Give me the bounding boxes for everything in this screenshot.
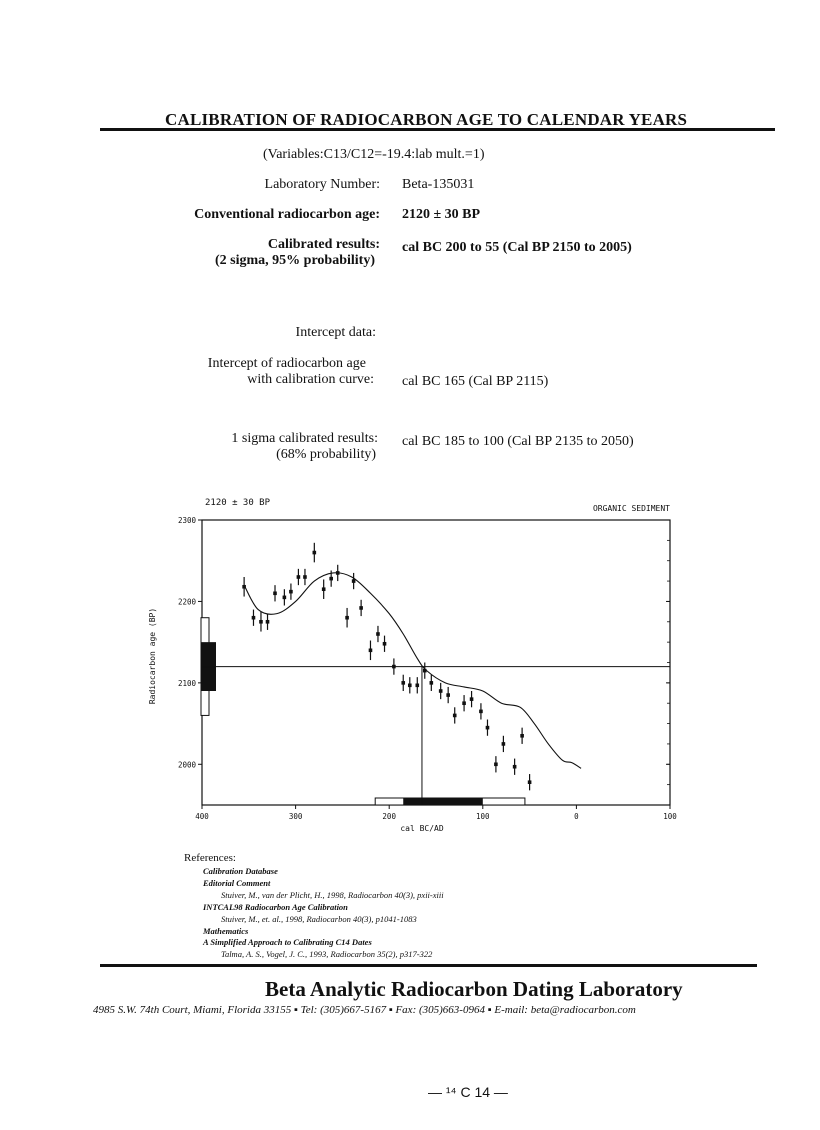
calibrated-results-value: cal BC 200 to 55 (Cal BP 2150 to 2005) bbox=[402, 240, 632, 255]
references-heading: References: bbox=[184, 852, 236, 864]
data-point bbox=[401, 681, 405, 685]
data-point bbox=[408, 684, 412, 688]
intercept-value: cal BC 165 (Cal BP 2115) bbox=[402, 374, 549, 389]
data-point bbox=[470, 697, 474, 701]
x-tick-label: 100 bbox=[476, 812, 490, 821]
reference-heading: A Simplified Approach to Calibrating C14 Dates bbox=[203, 937, 372, 948]
data-point bbox=[252, 616, 256, 620]
sigma1-label: 1 sigma calibrated results: bbox=[231, 431, 378, 446]
data-point bbox=[439, 689, 443, 693]
data-point bbox=[273, 591, 277, 595]
data-point bbox=[259, 620, 263, 624]
data-point bbox=[430, 681, 434, 685]
reference-heading: INTCAL98 Radiocarbon Age Calibration bbox=[203, 901, 348, 912]
data-point bbox=[513, 765, 517, 769]
data-point bbox=[376, 632, 380, 636]
data-point bbox=[423, 669, 427, 673]
intercept-label-line2: with calibration curve: bbox=[247, 372, 374, 387]
data-point bbox=[322, 587, 326, 591]
data-point bbox=[242, 585, 246, 589]
y-tick-label: 2300 bbox=[177, 516, 196, 525]
variables-line: (Variables:C13/C12=-19.4:lab mult.=1) bbox=[263, 147, 485, 162]
y-tick-label: 2100 bbox=[177, 678, 196, 688]
data-point bbox=[336, 571, 340, 575]
reference-citation: Stuiver, M., et. al., 1998, Radiocarbon 40(3), p1041-1083 bbox=[221, 913, 417, 924]
lab-number-label: Laboratory Number: bbox=[264, 177, 380, 192]
reference-heading: Editorial Comment bbox=[203, 877, 271, 888]
data-point bbox=[479, 710, 483, 714]
data-point bbox=[502, 742, 506, 746]
x-tick-label: 400 bbox=[195, 812, 209, 821]
lab-address: 4985 S.W. 74th Court, Miami, Florida 33155 ▪ Tel: (305)667-5167 ▪ Fax: (305)663-0964 ▪ E-mail: beta@radiocarbon.com bbox=[93, 1004, 636, 1016]
data-point bbox=[359, 606, 363, 610]
data-point bbox=[453, 714, 457, 718]
data-point bbox=[313, 551, 317, 555]
sigma1-value: cal BC 185 to 100 (Cal BP 2135 to 2050) bbox=[402, 434, 634, 449]
data-point bbox=[528, 780, 532, 784]
data-point bbox=[462, 701, 466, 705]
lab-number-value: Beta-135031 bbox=[402, 177, 475, 192]
reference-heading: Calibration Database bbox=[203, 866, 278, 876]
calibrated-results-label: Calibrated results: bbox=[267, 237, 380, 252]
data-point bbox=[520, 734, 524, 738]
data-point bbox=[446, 693, 450, 697]
data-point bbox=[494, 762, 498, 766]
reference-citation: Talma, A. S., Vogel, J. C., 1993, Radiocarbon 35(2), p317-322 bbox=[221, 949, 433, 960]
data-point bbox=[383, 642, 387, 646]
data-point bbox=[303, 575, 307, 579]
page-number: — ¹⁴ C 14 — bbox=[428, 1084, 508, 1100]
reference-heading: Mathematics bbox=[203, 925, 249, 936]
sigma1-sublabel: (68% probability) bbox=[276, 447, 376, 462]
conventional-age-value: 2120 ± 30 BP bbox=[402, 207, 481, 222]
y-tick-label: 2000 bbox=[177, 760, 196, 770]
data-point bbox=[266, 620, 270, 624]
intercept-data-label: Intercept data: bbox=[295, 325, 376, 340]
calibration-curve bbox=[244, 573, 581, 769]
data-point bbox=[392, 665, 396, 669]
chart-ylabel: Radiocarbon age (BP) bbox=[148, 607, 157, 705]
data-point bbox=[283, 596, 287, 600]
x-tick-label: 300 bbox=[288, 812, 303, 821]
data-point bbox=[329, 577, 333, 581]
lab-name: Beta Analytic Radiocarbon Dating Laboratory bbox=[265, 977, 683, 1001]
data-point bbox=[289, 590, 293, 594]
data-point bbox=[345, 616, 349, 620]
bottom-divider bbox=[100, 964, 757, 967]
chart-xlabel: cal BC/AD bbox=[400, 824, 444, 833]
x-tick-label: 0 bbox=[574, 812, 579, 821]
conventional-age-label: Conventional radiocarbon age: bbox=[194, 207, 380, 222]
data-point bbox=[415, 684, 419, 688]
data-point bbox=[297, 575, 301, 579]
plot-frame bbox=[202, 520, 670, 805]
chart-title: 2120 ± 30 BP bbox=[205, 498, 271, 508]
calibrated-results-sublabel: (2 sigma, 95% probability) bbox=[215, 253, 375, 268]
data-point bbox=[369, 648, 373, 652]
y-tick-label: 2200 bbox=[177, 597, 196, 607]
data-point bbox=[486, 726, 490, 730]
x-tick-label: 100 bbox=[663, 812, 677, 821]
page-title: CALIBRATION OF RADIOCARBON AGE TO CALENDAR YEARS bbox=[165, 110, 688, 129]
intercept-label-line1: Intercept of radiocarbon age bbox=[207, 356, 366, 371]
x-tick-label: 200 bbox=[382, 812, 396, 821]
reference-citation: Stuiver, M., van der Plicht, H., 1998, Radiocarbon 40(3), pxii-xiii bbox=[221, 889, 444, 900]
chart-subtitle: ORGANIC SEDIMENT bbox=[592, 504, 670, 513]
data-point bbox=[352, 579, 356, 583]
sigma1-bar bbox=[403, 798, 483, 805]
